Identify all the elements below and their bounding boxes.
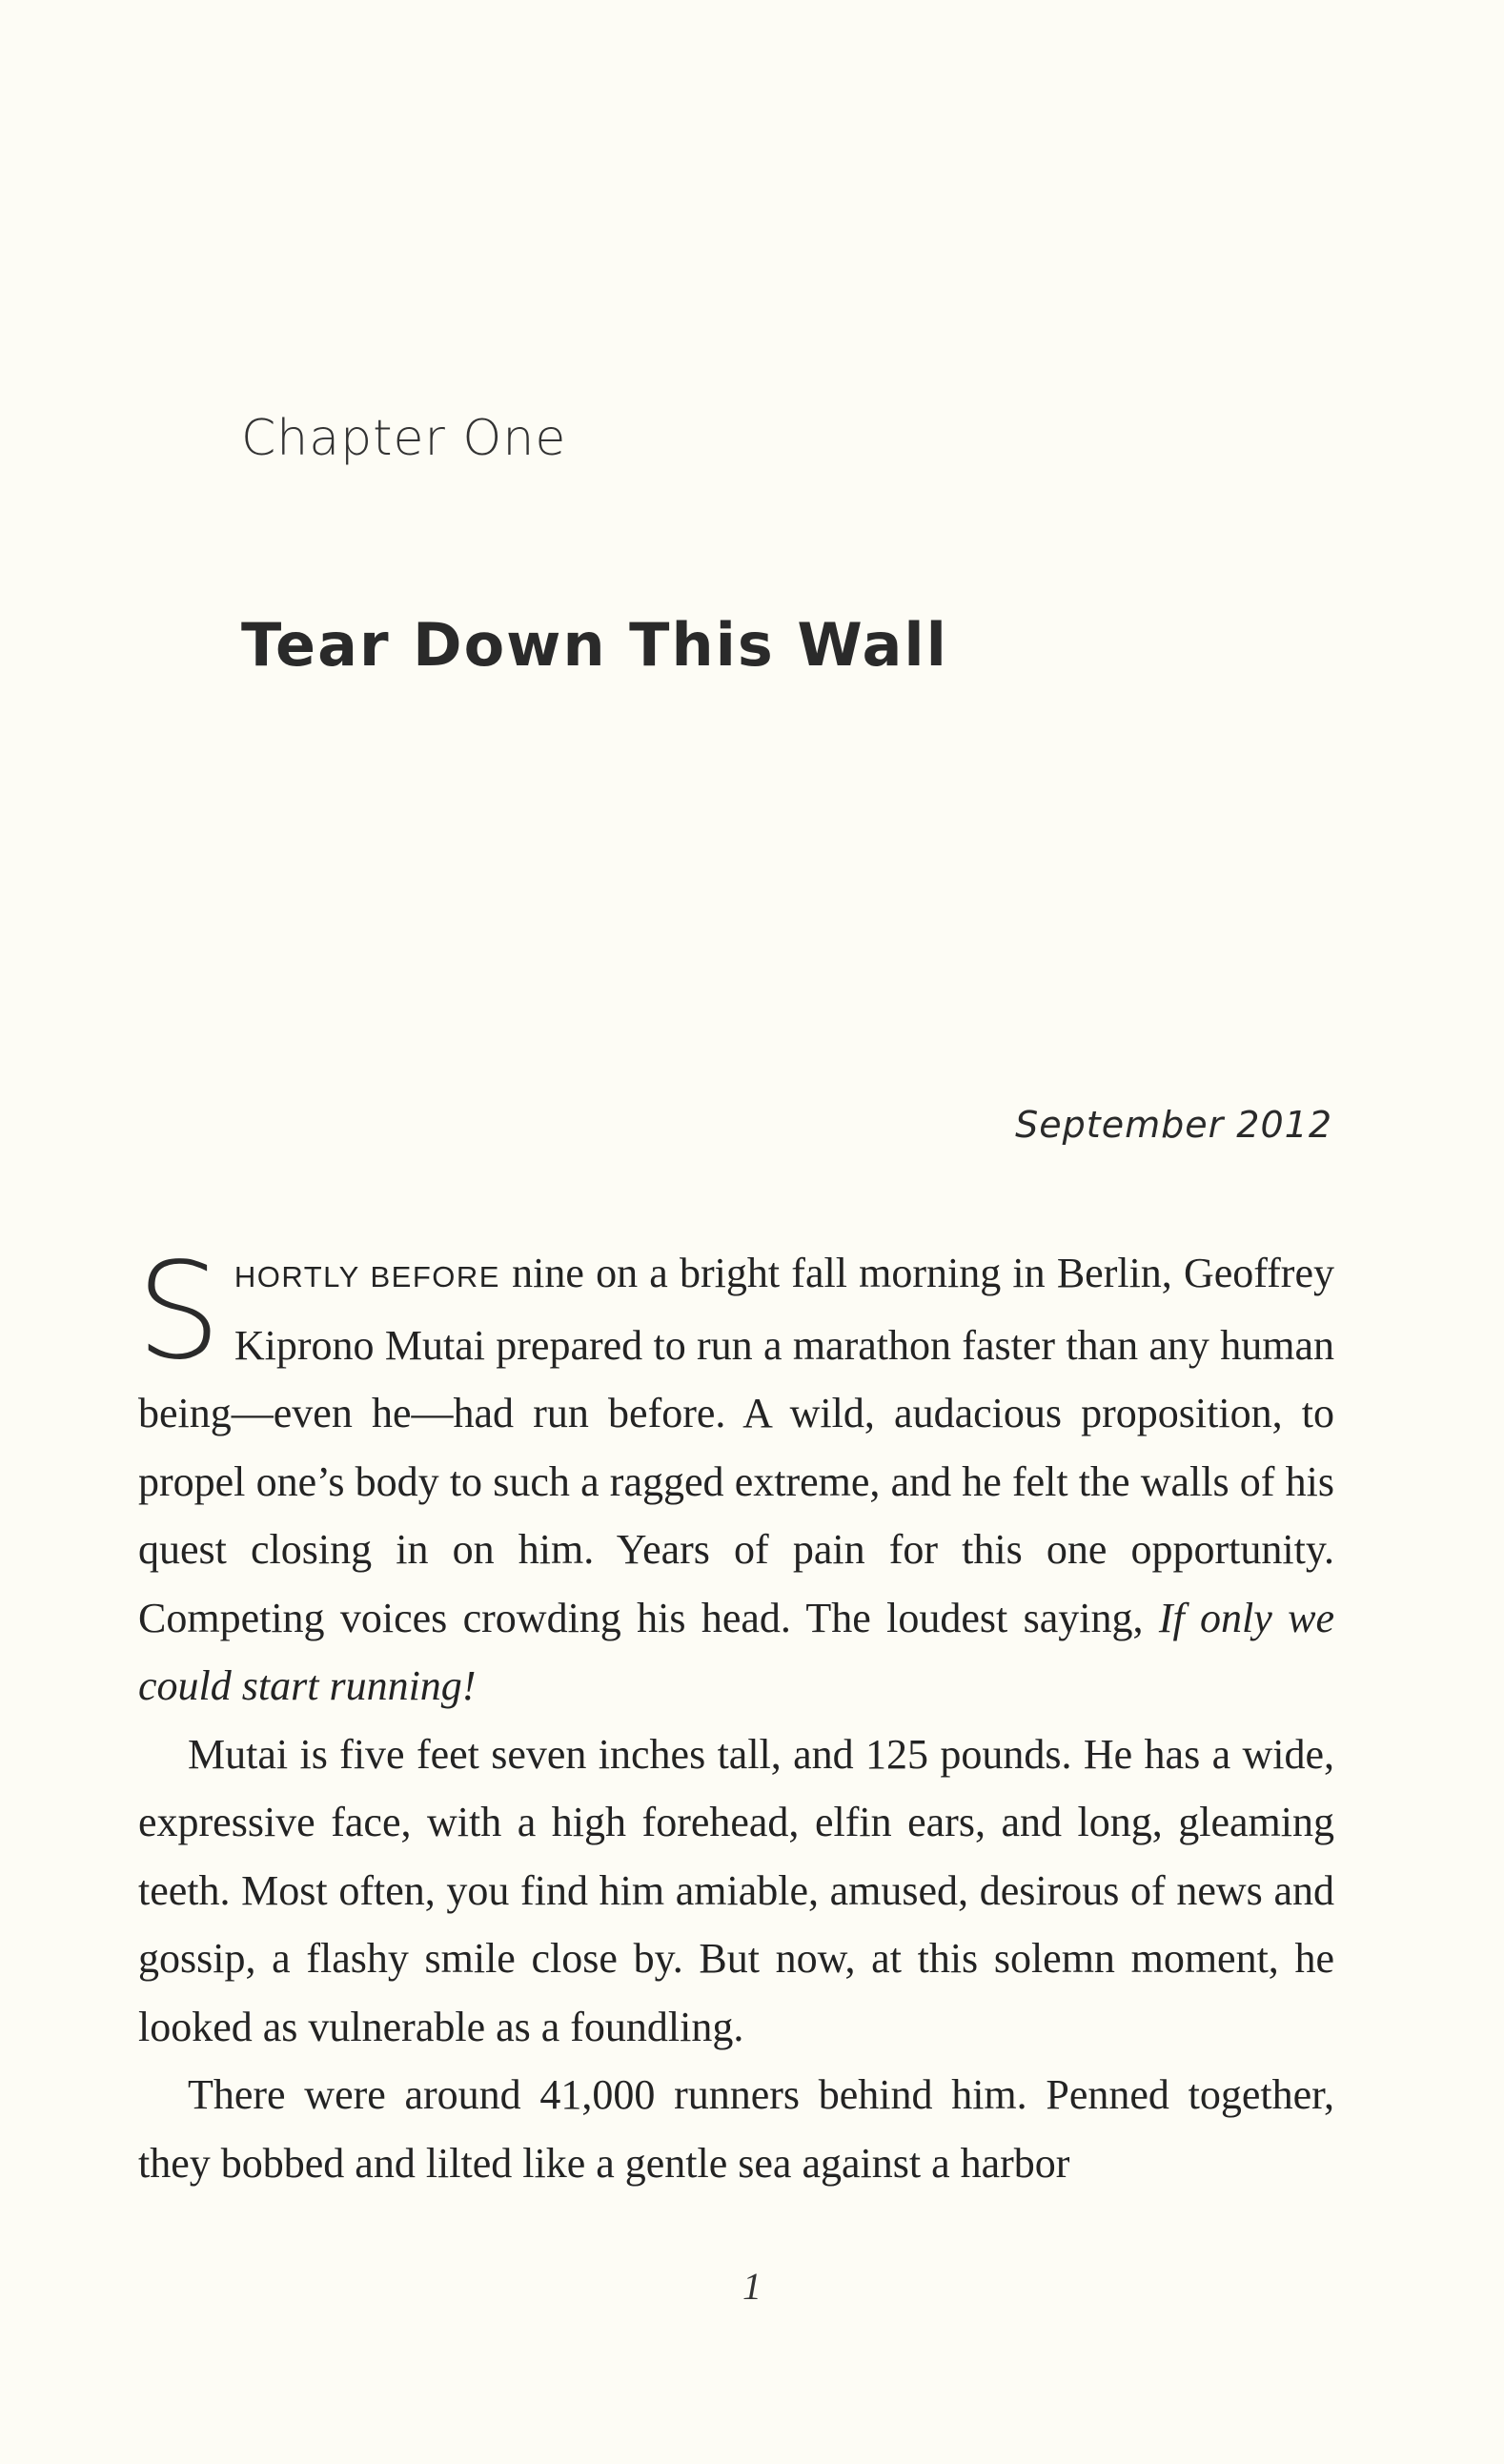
- drop-cap: S: [136, 1234, 221, 1390]
- paragraph-opening: [136, 1234, 1334, 1721]
- page-number: 1: [742, 2265, 762, 2308]
- dateline: September 2012: [1015, 1104, 1332, 1146]
- chapter-number: Chapter One: [241, 410, 567, 467]
- small-caps-lead: HORTLY BEFORE: [234, 1260, 500, 1293]
- italic-quote: If only we could start running!: [138, 1594, 1334, 1709]
- body-text: [136, 1234, 1334, 2197]
- chapter-title: Tear Down This Wall: [241, 610, 948, 680]
- paragraph: There were around 41,000 runners behind him. Penned together, they bobbed and lilted like a gentle sea against a harbor: [138, 2071, 1334, 2187]
- paragraph-text: nine on a bright fall morning in Berlin, Geoffrey Kiprono Mutai prepared to run a marathon faster than any human being—even he—had run before. A wild, audacious proposition, to propel one’s body to such a ragged extreme, and he felt the walls of his quest closing in on him. Years of pain for this one opportunity. Competing voices crowding his head. The loudest saying,: [138, 1250, 1334, 1641]
- paragraph: Mutai is five feet seven inches tall, and 125 pounds. He has a wide, expressive face, with a high forehead, elfin ears, and long, gleaming teeth. Most often, you find him amiable, amused, desirous of news and gossip, a flashy smile close by. But now, at this solemn moment, he looked as vulnerable as a foundling.: [138, 1730, 1334, 2050]
